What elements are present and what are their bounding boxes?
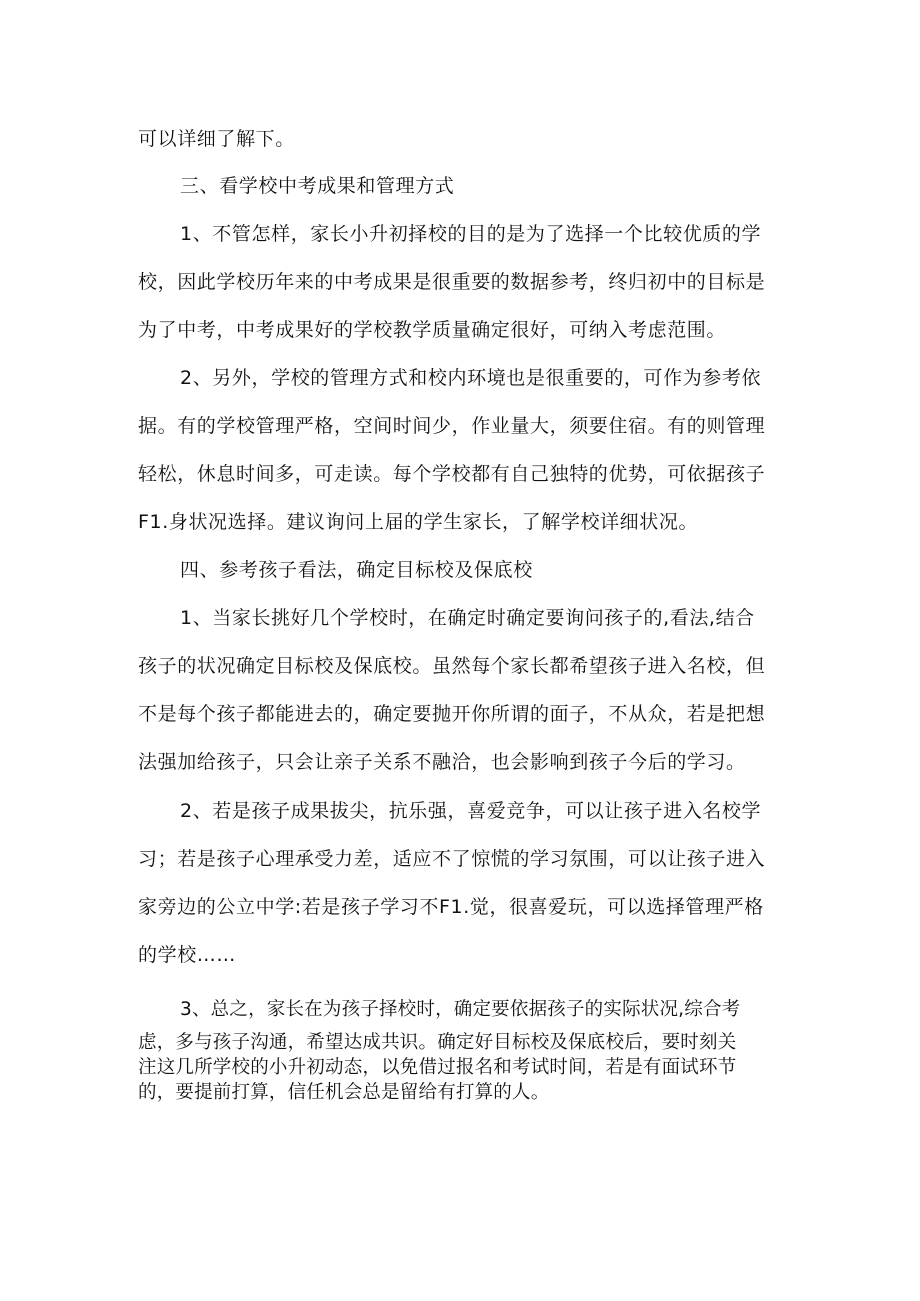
text-line: 3、总之，家长在为孩子择校时，确定要依据孩子的实际状况,综合考 <box>180 999 741 1020</box>
section-heading: 四、参考孩子看法，确定目标校及保底校 <box>180 559 533 581</box>
text-line: F1.身状况选择。建议询问上届的学生家长，了解学校详细状况。 <box>138 511 699 533</box>
text-line: 为了中考，中考成果好的学校教学质量确定很好，可纳入考虑范围。 <box>138 319 727 341</box>
text-line: 虑，多与孩子沟通，希望达成共识。确定好目标校及保底校后，要时刻关 <box>138 1032 737 1053</box>
text-line: 校，因此学校历年来的中考成果是很重要的数据参考，终归初中的目标是 <box>138 271 766 293</box>
text-line: 的学校…… <box>138 944 237 966</box>
text-line: 可以详细了解下。 <box>138 128 295 150</box>
text-line: 不是每个孩子都能进去的，确定要抛开你所谓的面子，不从众，若是把想 <box>138 703 766 725</box>
text-line: 家旁边的公立中学:若是孩子学习不F1.觉，很喜爱玩，可以选择管理严格 <box>138 896 764 918</box>
text-line: 习；若是孩子心理承受力差，适应不了惊慌的学习氛围，可以让孩子进入 <box>138 848 766 870</box>
text-line: 的，要提前打算，信任机会总是留给有打算的人。 <box>138 1082 550 1103</box>
text-line: 1、不管怎样，家长小升初择校的目的是为了选择一个比较优质的学 <box>180 223 762 245</box>
text-line: 1、当家长挑好几个学校时，在确定时确定要询问孩子的,看法,结合 <box>180 607 755 629</box>
text-line: 孩子的状况确定目标校及保底校。虽然每个家长都希望孩子进入名校，但 <box>138 655 766 677</box>
text-line: 据。有的学校管理严格，空间时间少，作业量大，须要住宿。有的则管理 <box>138 415 766 437</box>
text-line: 注这几所学校的小升初动态，以免借过报名和考试时间，若是有面试环节 <box>138 1057 737 1078</box>
text-line: 2、另外，学校的管理方式和校内环境也是很重要的，可作为参考依 <box>180 367 762 389</box>
text-line: 轻松，休息时间多，可走读。每个学校都有自己独特的优势，可依据孩子 <box>138 463 766 485</box>
text-line: 2、若是孩子成果拔尖，抗乐强，喜爱竞争，可以让孩子进入名校学 <box>180 800 762 822</box>
section-heading: 三、看学校中考成果和管理方式 <box>180 175 455 197</box>
text-line: 法强加给孩子，只会让亲子关系不融洽，也会影响到孩子今后的学习。 <box>138 751 746 773</box>
